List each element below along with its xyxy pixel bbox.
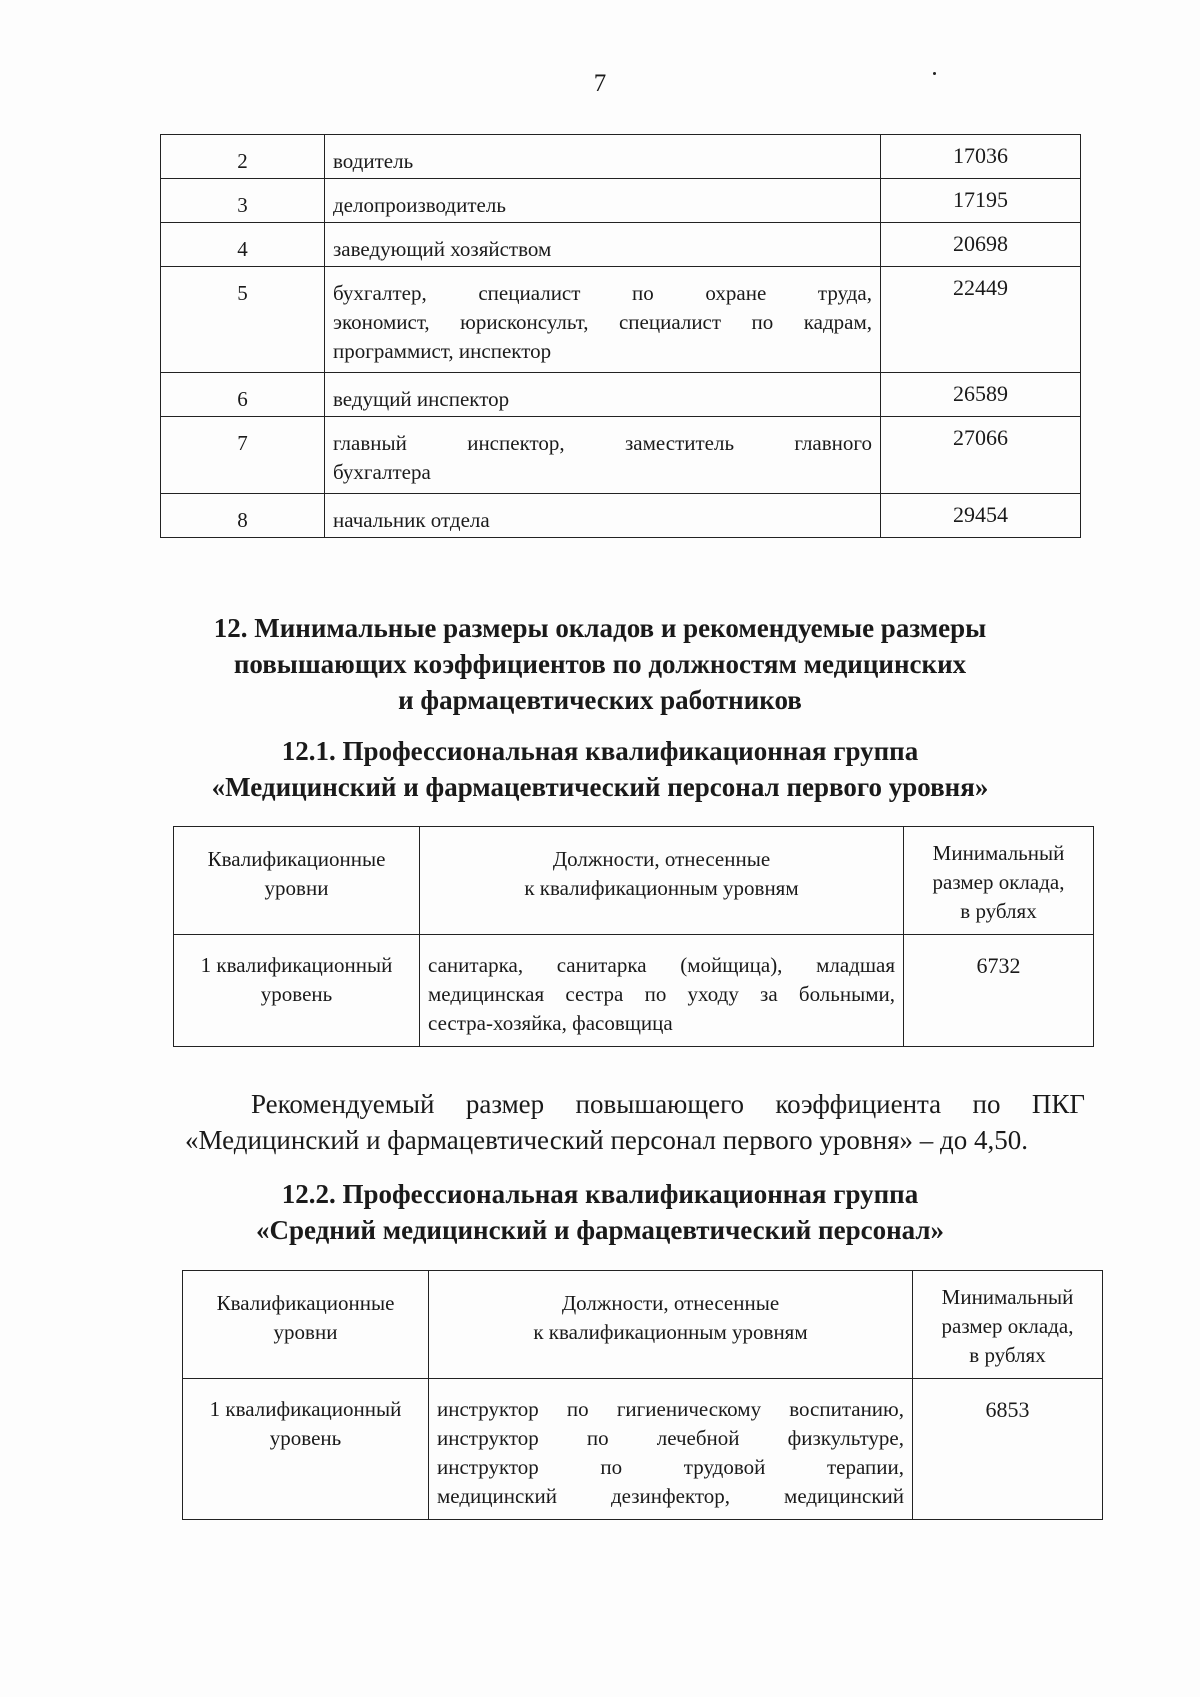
position-line: инструктор по лечебной физкультуре,	[437, 1426, 904, 1450]
heading-line: 12.2. Профессиональная квалификационная группа	[281, 1179, 919, 1209]
position-cell	[325, 417, 881, 494]
level-line: уровень	[269, 1426, 342, 1450]
header-line: Должности, отнесенные	[561, 1291, 780, 1315]
table-row	[161, 267, 1081, 373]
header-salary	[913, 1271, 1103, 1379]
paragraph-line: Рекомендуемый размер повышающего коэффициента по ПКГ	[251, 1089, 1085, 1119]
position-cell: водитель	[325, 135, 881, 179]
position-line: программист, инспектор	[333, 339, 552, 363]
header-levels	[174, 827, 420, 935]
table-row	[161, 417, 1081, 494]
position-cell: ведущий инспектор	[325, 373, 881, 417]
level-line: уровень	[260, 982, 333, 1006]
header-positions	[420, 827, 904, 935]
table-row	[161, 373, 1081, 417]
table-row	[161, 135, 1081, 179]
header-line: к квалификационным уровням	[533, 1320, 808, 1344]
header-line: к квалификационным уровням	[524, 876, 799, 900]
header-line: уровни	[273, 1320, 338, 1344]
header-positions	[429, 1271, 913, 1379]
level-line: 1 квалификационный	[200, 953, 393, 977]
heading-line: 12. Минимальные размеры окладов и рекомендуемые размеры	[213, 613, 987, 643]
section-12-2-heading	[100, 1176, 1100, 1248]
paragraph-line: «Медицинский и фармацевтический персонал первого уровня» – до 4,50.	[185, 1125, 1029, 1155]
header-line: уровни	[264, 876, 329, 900]
header-line: Квалификационные	[216, 1291, 395, 1315]
row-number: 3	[161, 179, 325, 223]
position-line: бухгалтер, специалист по охране труда,	[333, 281, 872, 305]
salary-cell: 17195	[881, 179, 1081, 223]
header-line: Квалификационные	[207, 847, 386, 871]
position-line: инструктор по трудовой терапии,	[437, 1455, 904, 1479]
salary-cell: 6853	[913, 1379, 1103, 1520]
salary-cell: 29454	[881, 494, 1081, 538]
level-cell	[183, 1379, 429, 1520]
coefficient-paragraph	[185, 1086, 1085, 1158]
header-line: Минимальный	[932, 841, 1065, 865]
heading-line: и фармацевтических работников	[398, 685, 802, 715]
row-number: 8	[161, 494, 325, 538]
header-line: в рублях	[969, 1343, 1046, 1367]
position-line: санитарка, санитарка (мойщица), младшая	[428, 953, 895, 977]
position-line: экономист, юрисконсульт, специалист по кадрам,	[333, 310, 872, 334]
salary-cell: 22449	[881, 267, 1081, 373]
row-number: 5	[161, 267, 325, 373]
level-line: 1 квалификационный	[209, 1397, 402, 1421]
header-line: Должности, отнесенные	[552, 847, 771, 871]
header-line: размер оклада,	[932, 870, 1065, 894]
salary-cell: 20698	[881, 223, 1081, 267]
heading-line: «Медицинский и фармацевтический персонал первого уровня»	[211, 772, 989, 802]
position-cell	[325, 267, 881, 373]
table-header-row	[174, 827, 1094, 935]
table-header-row	[183, 1271, 1103, 1379]
position-line: главный инспектор, заместитель главного	[333, 431, 872, 455]
header-levels	[183, 1271, 429, 1379]
salary-cell: 6732	[904, 935, 1094, 1047]
header-line: размер оклада,	[941, 1314, 1074, 1338]
level-cell	[174, 935, 420, 1047]
row-number: 4	[161, 223, 325, 267]
position-line: медицинская сестра по уходу за больными,	[428, 982, 895, 1006]
heading-line: 12.1. Профессиональная квалификационная группа	[281, 736, 919, 766]
position-line: бухгалтера	[333, 460, 431, 484]
positions-cell	[420, 935, 904, 1047]
table-row	[161, 494, 1081, 538]
header-line: Минимальный	[941, 1285, 1074, 1309]
salary-cell: 27066	[881, 417, 1081, 494]
heading-line: «Средний медицинский и фармацевтический персонал»	[255, 1215, 945, 1245]
pkg-middle-table	[182, 1270, 1103, 1520]
page-number: 7	[593, 70, 607, 97]
salary-cell: 26589	[881, 373, 1081, 417]
table-row	[174, 935, 1094, 1047]
pkg-level1-table	[173, 826, 1094, 1047]
table-row	[183, 1379, 1103, 1520]
position-cell: делопроизводитель	[325, 179, 881, 223]
section-12-1-heading	[100, 733, 1100, 805]
table-row	[161, 223, 1081, 267]
section-12-heading	[100, 610, 1100, 718]
scan-speck	[933, 72, 936, 75]
table-row	[161, 179, 1081, 223]
position-cell: начальник отдела	[325, 494, 881, 538]
row-number: 7	[161, 417, 325, 494]
salary-table-continued	[160, 134, 1081, 538]
heading-line: повышающих коэффициентов по должностям медицинских	[233, 649, 967, 679]
position-line: сестра-хозяйка, фасовщица	[428, 1011, 673, 1035]
header-line: в рублях	[960, 899, 1037, 923]
position-cell: заведующий хозяйством	[325, 223, 881, 267]
row-number: 2	[161, 135, 325, 179]
salary-cell: 17036	[881, 135, 1081, 179]
positions-cell	[429, 1379, 913, 1520]
position-line: медицинский дезинфектор, медицинский	[437, 1484, 904, 1508]
row-number: 6	[161, 373, 325, 417]
position-line: инструктор по гигиеническому воспитанию,	[437, 1397, 904, 1421]
header-salary	[904, 827, 1094, 935]
